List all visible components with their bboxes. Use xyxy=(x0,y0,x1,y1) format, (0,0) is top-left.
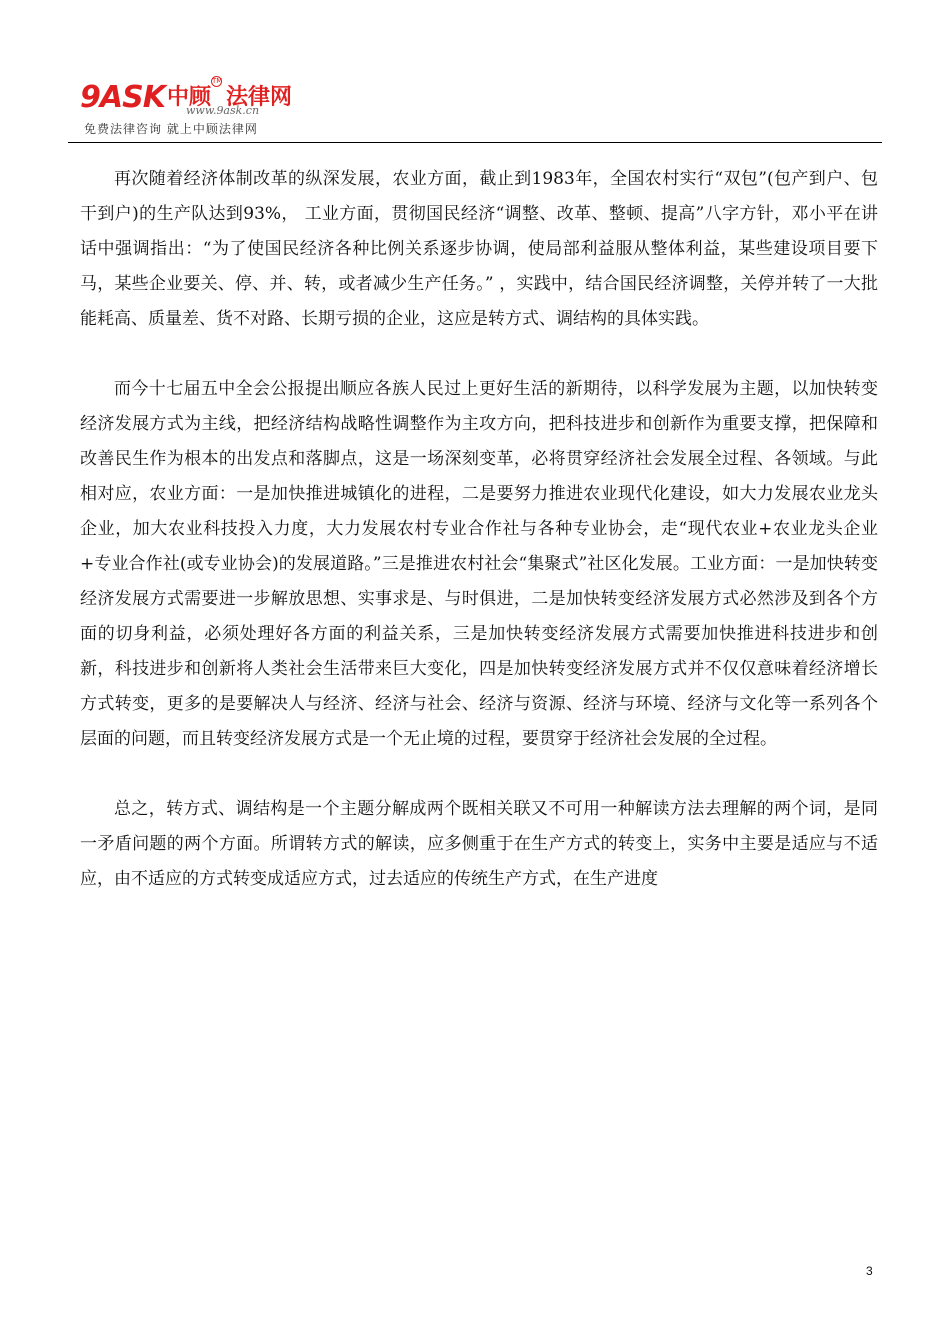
logo-name: 法律网 xyxy=(225,85,292,110)
page-number: 3 xyxy=(866,1264,873,1278)
paragraph: 而今十七届五中全会公报提出顺应各族人民过上更好生活的新期待，以科学发展为主题，以加快转变经济发展方式为主线，把经济结构战略性调整作为主攻方向，把科技进步和创新作为重要支撑，把保障和改善民生作为根本的出发点和落脚点，这是一场深刻变革，必将贯穿经济社会发展全过程、各领域。与此相对应，农业方面：一是加快推进城镇化的进程，二是要努力推进农业现代化建设，如大力发展农业龙头企业，加大农业科技投入力度，大力发展农村专业合作社与各种专业协会，走“现代农业+农业龙头企业+专业合作社(或专业协会)的发展道路。”三是推进农村社会“集聚式”社区化发展。工业方面：一是加快转变经济发展方式需要进一步解放思想、实事求是、与时俱进，二是加快转变经济发展方式必然涉及到各个方面的切身利益，必须处理好各方面的利益关系，三是加快转变经济发展方式需要加快推进科技进步和创新，科技进步和创新将人类社会生活带来巨大变化，四是加快转变经济发展方式并不仅仅意味着经济增长方式转变，更多的是要解决人与经济、经济与社会、经济与资源、经济与环境、经济与文化等一系列各个层面的问题，而且转变经济发展方式是一个无止境的过程，要贯穿于经济社会发展的全过程。 xyxy=(80,379,878,749)
paragraph: 再次随着经济体制改革的纵深发展，农业方面，截止到1983年，全国农村实行“双包”(包产到户、包干到户)的生产队达到93%， 工业方面，贯彻国民经济“调整、改革、整顿、提高”八字方针，邓小平在讲话中强调指出：“为了使国民经济各种比例关系逐步协调，使局部利益服从整体利益，某些建设项目要下马，某些企业要关、停、并、转，或者减少生产任务。” ，实践中，结合国民经济调整，关停并转了一大批能耗高、质量差、货不对路、长期亏损的企业，这应是转方式、调结构的具体实践。 xyxy=(80,169,878,329)
page-header xyxy=(68,70,880,142)
logo-brand: 中顾 xyxy=(166,85,211,110)
logo-url: www.9ask.cn xyxy=(186,104,260,117)
header-slogan: 免费法律咨询 就上中顾法律网 xyxy=(84,122,258,136)
logo-mark: 9ASK xyxy=(80,80,165,115)
header-divider xyxy=(68,142,882,143)
paragraph: 总之，转方式、调结构是一个主题分解成两个既相关联又不可用一种解读方法去理解的两个词，是同一矛盾问题的两个方面。所谓转方式的解读，应多侧重于在生产方式的转变上，实务中主要是适应与不适应，由不适应的方式转变成适应方式，过去适应的传统生产方式，在生产进度 xyxy=(80,799,878,889)
trademark-icon: TM xyxy=(211,77,223,85)
document-body xyxy=(80,162,878,932)
